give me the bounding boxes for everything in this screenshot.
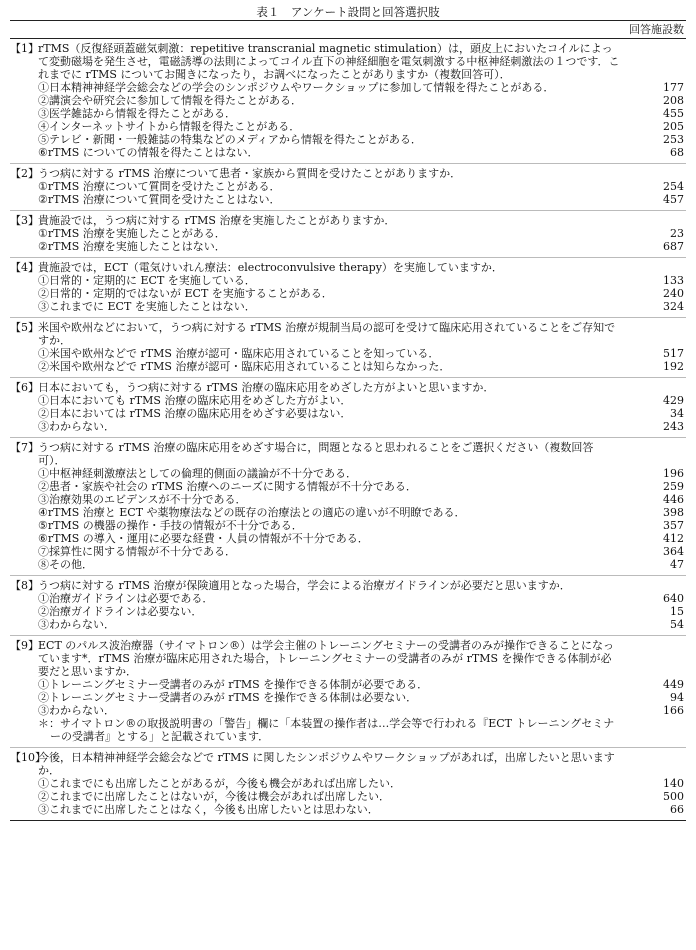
option-count: 640: [663, 592, 684, 605]
option-label: ②これまでに出席したことはないが，今後は機会があれば出席したい．: [38, 790, 390, 803]
answer-option: [38, 467, 686, 480]
question-number: 【9】: [10, 639, 39, 652]
question-text: rTMS（反復経頭蓋磁気刺激：repetitive transcranial magnetic stimulation）は，頭皮上においたコイルによって変動磁場を発生させ，電磁誘導の法則によってコイル直下の神経細胞を電気刺激する中枢神経刺激法の１つです．これまでに rTMS についてお聞きになったり，お調べになったことがありますか（複数回答可）．: [38, 42, 620, 81]
question-number: 【10】: [10, 751, 46, 764]
question-block: [10, 437, 686, 575]
question-block: [10, 163, 686, 210]
option-count: 177: [663, 81, 684, 94]
question-text: 貴施設では，ECT（電気けいれん療法：electroconvulsive therapy）を実施していますか．: [38, 261, 503, 274]
option-count: 47: [670, 558, 684, 571]
option-label: ①日本においても rTMS 治療の臨床応用をめざした方がよい．: [38, 394, 352, 407]
option-label: ③治療効果のエビデンスが不十分である．: [38, 493, 247, 506]
option-count: 196: [663, 467, 684, 480]
question-block: [10, 317, 686, 377]
survey-table: [10, 0, 686, 821]
answer-option: [38, 558, 686, 571]
option-count: 687: [663, 240, 684, 253]
option-count: 166: [663, 704, 684, 717]
answer-option: [38, 274, 686, 287]
answer-option: [38, 227, 686, 240]
option-count: 398: [663, 506, 684, 519]
answer-option: [38, 691, 686, 704]
option-count: 140: [663, 777, 684, 790]
answer-option: [38, 480, 686, 493]
answer-option: [38, 545, 686, 558]
answer-option: [38, 605, 686, 618]
answer-option: [38, 532, 686, 545]
option-label: ③これまでに出席したことはなく，今後も出席したいとは思わない．: [38, 803, 379, 816]
option-count: 429: [663, 394, 684, 407]
answer-option: [38, 180, 686, 193]
answer-option: [38, 592, 686, 605]
option-label: ⑦採算性に関する情報が不十分である．: [38, 545, 236, 558]
answer-option: [38, 133, 686, 146]
question-footnote: ＊：サイマトロン®の取扱説明書の「警告」欄に「本装置の操作者は…学会等で行われる『ECT トレーニングセミナーの受講者』とする」と記載されています．: [38, 717, 615, 743]
table-title: 表１ アンケート設問と回答選択肢: [256, 5, 440, 19]
option-count: 457: [663, 193, 684, 206]
option-label: ⑧その他．: [38, 558, 93, 571]
option-label: ①これまでにも出席したことがあるが，今後も機会があれば出席したい．: [38, 777, 401, 790]
table-header: [10, 21, 686, 38]
option-label: ②日本においては rTMS 治療の臨床応用をめざす必要はない．: [38, 407, 352, 420]
option-count: 205: [663, 120, 684, 133]
question-number: 【7】: [10, 441, 39, 454]
option-count: 66: [670, 803, 684, 816]
option-count: 259: [663, 480, 684, 493]
bottom-rule: [10, 820, 686, 821]
answer-option: [38, 790, 686, 803]
question-block: [10, 377, 686, 437]
question-block: [10, 747, 686, 820]
option-label: ②rTMS 治療について質問を受けたことはない．: [38, 193, 281, 206]
question-number: 【8】: [10, 579, 39, 592]
option-label: ⑤rTMS の機器の操作・手技の情報が不十分である．: [38, 519, 303, 532]
option-count: 54: [670, 618, 684, 631]
option-count: 240: [663, 287, 684, 300]
answer-option: [38, 146, 686, 159]
option-label: ②米国や欧州などで rTMS 治療が認可・臨床応用されていることは知らなかった．: [38, 360, 451, 373]
option-label: ①日常的・定期的に ECT を実施している．: [38, 274, 256, 287]
option-count: 517: [663, 347, 684, 360]
option-label: ①中枢神経刺激療法としての倫理的側面の議論が不十分である．: [38, 467, 357, 480]
option-label: ①rTMS 治療について質問を受けたことがある．: [38, 180, 281, 193]
answer-option: [38, 107, 686, 120]
option-count: 133: [663, 274, 684, 287]
question-number: 【2】: [10, 167, 39, 180]
option-label: ⑤テレビ・新聞・一般雑誌の特集などのメディアから情報を得たことがある．: [38, 133, 422, 146]
option-label: ②講演会や研究会に参加して情報を得たことがある．: [38, 94, 302, 107]
question-block: [10, 575, 686, 635]
option-count: 208: [663, 94, 684, 107]
option-count: 94: [670, 691, 684, 704]
option-count: 23: [670, 227, 684, 240]
option-label: ①米国や欧州などで rTMS 治療が認可・臨床応用されていることを知っている．: [38, 347, 440, 360]
option-count: 68: [670, 146, 684, 159]
answer-option: [38, 618, 686, 631]
question-text: うつ病に対する rTMS 治療が保険適用となった場合，学会による治療ガイドラインが必要だと思いますか．: [38, 579, 571, 592]
question-text: 今後，日本精神神経学会総会などで rTMS に関したシンポジウムやワークショップがあれば，出席したいと思いますか．: [38, 751, 615, 777]
answer-option: [38, 519, 686, 532]
question-text: 日本においても，うつ病に対する rTMS 治療の臨床応用をめざした方がよいと思いますか．: [38, 381, 495, 394]
answer-option: [38, 420, 686, 433]
question-number: 【5】: [10, 321, 39, 334]
question-text: うつ病に対する rTMS 治療の臨床応用をめざす場合に，問題となると思われることをご選択ください（複数回答可）．: [38, 441, 594, 467]
question-text: 米国や欧州などにおいて，うつ病に対する rTMS 治療が規制当局の認可を受けて臨床応用されていることをご存知ですか．: [38, 321, 616, 347]
option-label: ②治療ガイドラインは必要ない．: [38, 605, 203, 618]
answer-option: [38, 704, 686, 717]
option-count: 15: [670, 605, 684, 618]
option-count: 455: [663, 107, 684, 120]
answer-option: [38, 506, 686, 519]
question-text: うつ病に対する rTMS 治療について患者・家族から質問を受けたことがありますか．: [38, 167, 462, 180]
option-count: 253: [663, 133, 684, 146]
option-label: ①rTMS 治療を実施したことがある．: [38, 227, 226, 240]
answer-option: [38, 803, 686, 816]
option-count: 364: [663, 545, 684, 558]
question-block: [10, 210, 686, 257]
question-number: 【6】: [10, 381, 39, 394]
option-label: ③医学雑誌から情報を得たことがある．: [38, 107, 236, 120]
option-label: ①トレーニングセミナー受講者のみが rTMS を操作できる体制が必要である．: [38, 678, 429, 691]
answer-option: [38, 777, 686, 790]
answer-option: [38, 300, 686, 313]
question-text: ECT のパルス波治療器（サイマトロン®）は学会主催のトレーニングセミナーの受講者のみが操作できることになっています*．rTMS 治療が臨床応用された場合，トレーニングセミナーの受講者のみが rTMS を操作できる体制が必要だと思いますか．: [38, 639, 614, 678]
option-label: ⑥rTMS についての情報を得たことはない．: [38, 146, 259, 159]
answer-option: [38, 94, 686, 107]
option-label: ②日常的・定期的ではないが ECT を実施することがある．: [38, 287, 333, 300]
option-count: 192: [663, 360, 684, 373]
option-label: ②患者・家族や社会の rTMS 治療へのニーズに関する情報が不十分である．: [38, 480, 417, 493]
answer-option: [38, 407, 686, 420]
question-block: [10, 635, 686, 747]
answer-option: [38, 394, 686, 407]
answer-option: [38, 81, 686, 94]
question-block: [10, 257, 686, 317]
option-count: 446: [663, 493, 684, 506]
answer-option: [38, 193, 686, 206]
question-text: 貴施設では，うつ病に対する rTMS 治療を実施したことがありますか．: [38, 214, 396, 227]
option-count: 254: [663, 180, 684, 193]
column-header-count: 回答施設数: [629, 23, 684, 36]
option-label: ②トレーニングセミナー受講者のみが rTMS を操作できる体制は必要ない．: [38, 691, 418, 704]
option-label: ③わからない．: [38, 618, 115, 631]
option-label: ④インターネットサイトから情報を得たことがある．: [38, 120, 301, 133]
option-count: 449: [663, 678, 684, 691]
option-label: ④rTMS 治療と ECT や薬物療法などの既存の治療法との適応の違いが不明瞭である．: [38, 506, 466, 519]
question-number: 【4】: [10, 261, 39, 274]
option-count: 324: [663, 300, 684, 313]
option-label: ⑥rTMS の導入・運用に必要な経費・人員の情報が不十分である．: [38, 532, 369, 545]
question-block: [10, 39, 686, 163]
option-label: ②rTMS 治療を実施したことはない．: [38, 240, 226, 253]
option-label: ③これまでに ECT を実施したことはない．: [38, 300, 256, 313]
answer-option: [38, 120, 686, 133]
option-label: ③わからない．: [38, 704, 115, 717]
answer-option: [38, 678, 686, 691]
answer-option: [38, 287, 686, 300]
option-label: ①日本精神神経学会総会などの学会のシンポジウムやワークショップに参加して情報を得たことがある．: [38, 81, 555, 94]
option-count: 500: [663, 790, 684, 803]
answer-option: [38, 360, 686, 373]
option-label: ①治療ガイドラインは必要である．: [38, 592, 214, 605]
option-label: ③わからない．: [38, 420, 115, 433]
option-count: 357: [663, 519, 684, 532]
option-count: 34: [670, 407, 684, 420]
option-count: 243: [663, 420, 684, 433]
answer-option: [38, 347, 686, 360]
option-count: 412: [663, 532, 684, 545]
question-number: 【1】: [10, 42, 39, 55]
question-list: [10, 39, 686, 820]
answer-option: [38, 493, 686, 506]
question-number: 【3】: [10, 214, 39, 227]
answer-option: [38, 240, 686, 253]
